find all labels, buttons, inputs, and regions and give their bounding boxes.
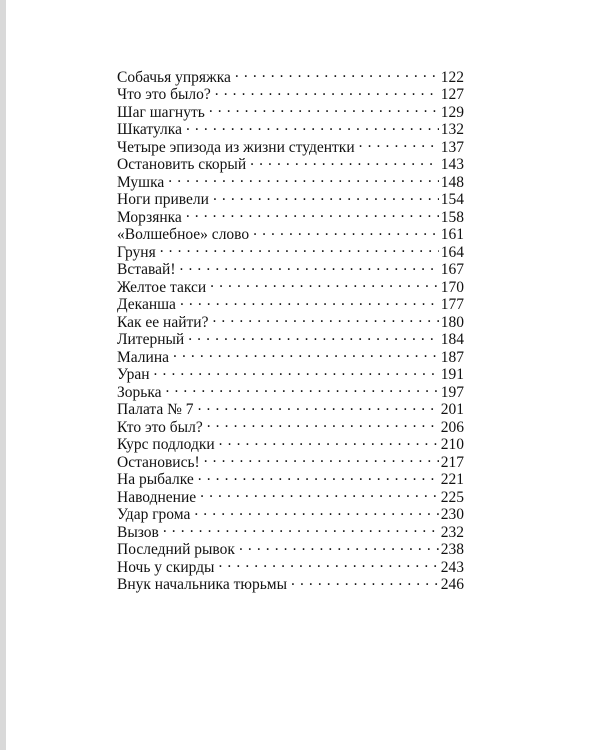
toc-dot-leader [188, 327, 439, 345]
toc-entry-page-number: 197 [440, 383, 464, 401]
toc-entry-title: Ноги привели [117, 191, 209, 208]
toc-entry [117, 64, 464, 86]
toc-entry-page-number: 184 [440, 331, 464, 348]
toc-entry-title: Малина [117, 348, 170, 366]
toc-entry-page-number: 137 [440, 138, 464, 156]
toc-dot-leader [235, 64, 439, 82]
toc-entry-page-number: 217 [440, 453, 464, 471]
toc-dot-leader [204, 449, 439, 467]
toc-entry-page-number: 221 [440, 471, 464, 488]
toc-entry-title: Груня [117, 243, 156, 261]
toc-entry-title: Шаг шагнуть [117, 103, 205, 121]
toc-entry-title: На рыбалке [117, 471, 194, 488]
toc-entry-title: Палата № 7 [117, 401, 194, 418]
toc-dot-leader [209, 99, 439, 117]
toc-entry-page-number: 127 [440, 86, 464, 103]
toc-entry-title: Вставай! [117, 261, 176, 278]
toc-entry-page-number: 243 [440, 558, 464, 576]
toc-dot-leader [215, 82, 439, 100]
toc-entry [117, 397, 464, 418]
toc-dot-leader [168, 169, 438, 187]
toc-entry [117, 379, 464, 401]
toc-dot-leader [154, 362, 439, 380]
toc-dot-leader [213, 187, 439, 205]
toc-entry-title: Курс подлодки [117, 436, 215, 453]
toc-dot-leader [212, 309, 438, 327]
toc-dot-leader [219, 432, 439, 450]
toc-entry-page-number: 164 [440, 243, 464, 261]
toc-dot-leader [186, 117, 439, 135]
toc-entry-page-number: 170 [440, 278, 464, 296]
toc-entry-page-number: 158 [440, 208, 464, 226]
toc-entry-title: Желтое такси [117, 278, 207, 296]
toc-entry [117, 519, 464, 541]
toc-dot-leader [218, 554, 438, 572]
toc-entry-page-number: 225 [440, 488, 464, 506]
toc-entry-page-number: 191 [440, 366, 464, 383]
toc-entry-page-number: 180 [440, 313, 464, 331]
toc-entry-title: Остановись! [117, 453, 200, 471]
toc-entry [117, 239, 464, 261]
toc-entry-page-number: 122 [440, 68, 464, 86]
toc-entry-page-number: 148 [440, 173, 464, 191]
toc-entry-title: Ночь у скирды [117, 558, 215, 576]
toc-entry-page-number: 210 [440, 436, 464, 453]
toc-entry-page-number: 132 [440, 121, 464, 138]
toc-entry-page-number: 230 [440, 506, 464, 523]
toc-dot-leader [198, 397, 439, 415]
toc-entry-title: Удар грома [117, 506, 191, 523]
toc-entry-page-number: 232 [440, 523, 464, 541]
toc-entry-page-number: 161 [440, 226, 464, 243]
toc-entry-page-number: 143 [440, 156, 464, 173]
toc-entry-title: Собачья упряжка [117, 68, 231, 86]
toc-dot-leader [198, 467, 439, 485]
toc-dot-leader [239, 537, 439, 555]
toc-dot-leader [160, 239, 439, 257]
toc-entry-page-number: 201 [440, 401, 464, 418]
toc-dot-leader [173, 344, 439, 362]
toc-entry-page-number: 154 [440, 191, 464, 208]
toc-entry-title: «Волшебное» слово [117, 226, 250, 243]
toc-dot-leader [200, 484, 439, 502]
toc-entry-page-number: 167 [440, 261, 464, 278]
toc-dot-leader [210, 274, 439, 292]
toc-dot-leader [253, 222, 439, 240]
toc-entry-title: Литерный [117, 331, 185, 348]
toc-dot-leader [194, 502, 438, 520]
toc-entry-title: Четыре эпизода из жизни студентки [117, 138, 355, 156]
toc-dot-leader [180, 292, 439, 310]
toc-entry-page-number: 246 [440, 576, 464, 593]
toc-dot-leader [207, 414, 439, 432]
toc-dot-leader [291, 572, 439, 590]
toc-dot-leader [359, 134, 439, 152]
toc-entry-title: Остановить скорый [117, 156, 247, 173]
toc-entry-title: Внук начальника тюрьмы [117, 576, 287, 593]
toc-entry-title: Вызов [117, 523, 159, 541]
toc-entry-title: Уран [117, 366, 150, 383]
toc-entry-page-number: 187 [440, 348, 464, 366]
toc-entry-page-number: 206 [440, 418, 464, 436]
toc-entry [117, 362, 464, 383]
toc-entry-title: Как ее найти? [117, 313, 209, 331]
toc-dot-leader [180, 257, 439, 275]
toc-dot-leader [163, 519, 439, 537]
toc-entry-title: Кто это был? [117, 418, 203, 436]
toc-entry-title: Морзянка [117, 208, 182, 226]
toc-entry-title: Мушка [117, 173, 165, 191]
toc-entry [117, 187, 464, 208]
toc-dot-leader [250, 152, 439, 170]
toc-entry [117, 169, 464, 191]
toc-entry-page-number: 177 [440, 296, 464, 313]
toc-entry-title: Деканша [117, 296, 176, 313]
page-edge-shadow [0, 0, 6, 750]
toc-entry-title: Последний рывок [117, 541, 235, 558]
toc-entry-page-number: 129 [440, 103, 464, 121]
toc-entry [117, 537, 464, 558]
toc-entry-page-number: 238 [440, 541, 464, 558]
table-of-contents [117, 64, 464, 593]
toc-entry-title: Наводнение [117, 488, 197, 506]
toc-entry-title: Зорька [117, 383, 162, 401]
toc-entry-title: Шкатулка [117, 121, 182, 138]
toc-entry-title: Что это было? [117, 86, 211, 103]
toc-entry [117, 257, 464, 278]
toc-dot-leader [166, 379, 439, 397]
toc-dot-leader [186, 204, 439, 222]
